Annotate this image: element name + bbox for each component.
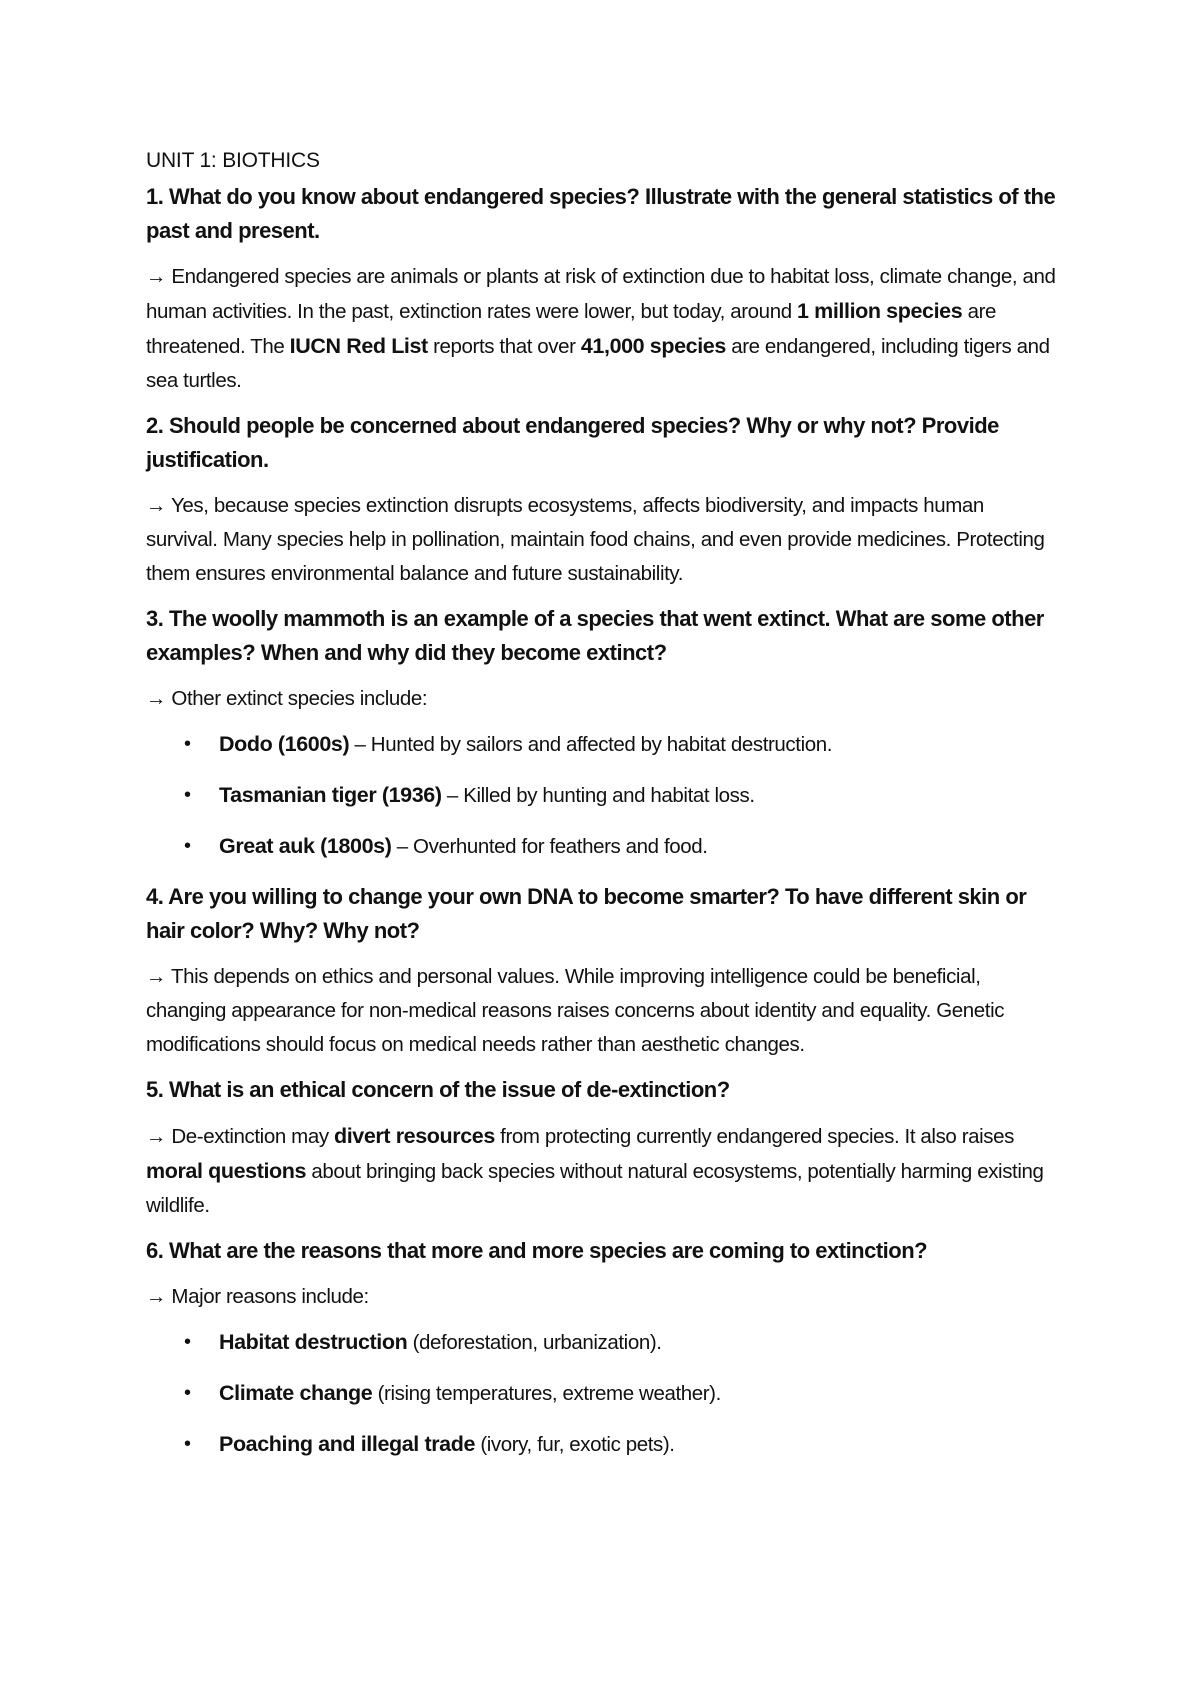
question-2: 2. Should people be concerned about endangered species? Why or why not? Provide justification. [146,413,999,472]
list-item: • Great auk (1800s) – Overhunted for feathers and food. [146,829,1060,864]
arrow-icon: → [146,1125,167,1148]
answer-4: → This depends on ethics and personal values. While improving intelligence could be beneficial, changing appearance for non-medical reasons raises concerns about identity and equality. Genetic modifications should focus on medical needs rather than aesthetic changes. [146,965,1005,1056]
arrow-icon: → [146,265,167,288]
question-3: 3. The woolly mammoth is an example of a species that went extinct. What are some other examples? When and why did they become extinct? [146,606,1044,665]
list-item: • Tasmanian tiger (1936) – Killed by hunting and habitat loss. [146,778,1060,813]
arrow-icon: → [146,965,167,988]
list-item: • Climate change (rising temperatures, extreme weather). [146,1376,1060,1411]
bullet-icon: • [184,733,191,755]
question-4: 4. Are you willing to change your own DNA to become smarter? To have different skin or hair color? Why? Why not? [146,884,1027,943]
question-6: 6. What are the reasons that more and more species are coming to extinction? [146,1238,928,1263]
unit-title: UNIT 1: BIOTHICS [146,149,320,172]
answer-2: → Yes, because species extinction disrupts ecosystems, affects biodiversity, and impacts human survival. Many species help in pollination, maintain food chains, and even provide medicines. Protecting them ensures environmental balance and future sustainability. [146,494,1045,585]
arrow-icon: → [146,494,167,517]
arrow-icon: → [146,1285,167,1308]
list-item: • Habitat destruction (deforestation, urbanization). [146,1325,1060,1360]
bullet-icon: • [184,835,191,857]
answer-6-intro: → Major reasons include: [146,1285,369,1308]
extinct-species-list [146,727,1060,864]
answer-5: → De-extinction may divert resources from protecting currently endangered species. It also raises moral questions about bringing back species without natural ecosystems, potentially harming existing wildlife. [146,1124,1044,1217]
answer-1: → Endangered species are animals or plants at risk of extinction due to habitat loss, climate change, and human activities. In the past, extinction rates were lower, but today, around 1 million species are threatened. The IUCN Red List reports that over 41,000 species are endangered, including tigers and sea turtles. [146,265,1056,392]
bullet-icon: • [184,784,191,806]
bullet-icon: • [184,1382,191,1404]
arrow-icon: → [146,687,167,710]
answer-3-intro: → Other extinct species include: [146,687,428,710]
list-item: • Dodo (1600s) – Hunted by sailors and affected by habitat destruction. [146,727,1060,762]
bullet-icon: • [184,1433,191,1455]
list-item: • Poaching and illegal trade (ivory, fur, exotic pets). [146,1427,1060,1462]
bullet-icon: • [184,1331,191,1353]
question-5: 5. What is an ethical concern of the issue of de-extinction? [146,1077,730,1102]
extinction-reasons-list [146,1325,1060,1462]
question-1: 1. What do you know about endangered species? Illustrate with the general statistics of the past and present. [146,184,1056,243]
